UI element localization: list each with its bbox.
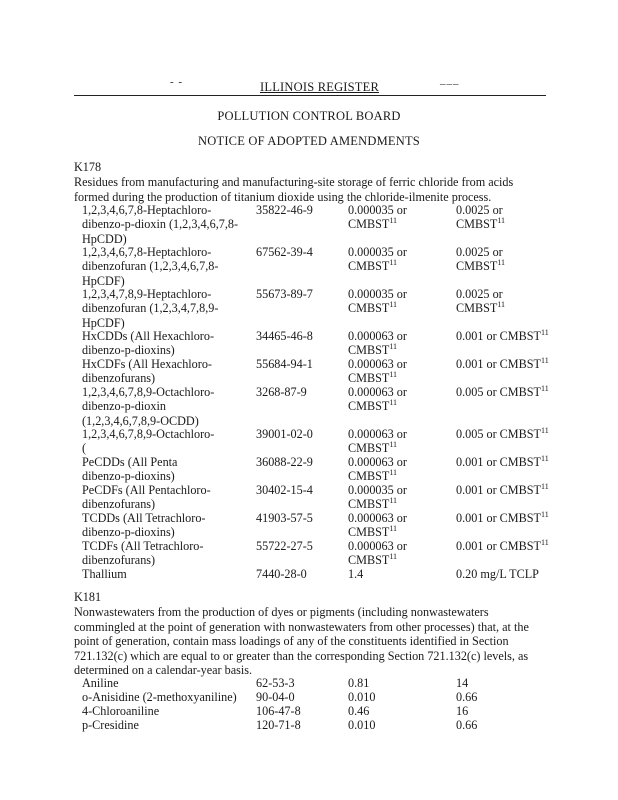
constituent-name	[82, 357, 242, 386]
cas-number: 39001-02-0	[256, 427, 313, 441]
nonwastewater-standard-line: 0.005 or CMBST$^{11}$	[456, 383, 549, 399]
notice-title: NOTICE OF ADOPTED AMENDMENTS	[198, 134, 420, 148]
footnote-ref: 11	[541, 481, 549, 491]
footnote-ref: 11	[389, 552, 398, 562]
wastewater-standard	[348, 287, 448, 316]
footnote-ref: 11	[389, 398, 398, 408]
footnote-ref: 11	[541, 383, 549, 393]
nonwastewater-standard	[456, 455, 596, 469]
footnote-ref: 11	[497, 300, 506, 310]
footnote-ref: 11	[389, 496, 398, 506]
wastewater-standard-line: CMBST$^{11}$	[348, 524, 398, 540]
footnote-ref: 11	[389, 216, 398, 226]
constituent-name	[82, 329, 242, 358]
constituent-name-line: dibenzofuran (1,2,3,4,6,7,8-	[82, 259, 219, 274]
footnote-ref: 11	[541, 425, 549, 435]
nonwastewater-standard-line: 0.001 or CMBST$^{11}$	[456, 481, 549, 497]
nonwastewater-standard-line: CMBST$^{11}$	[456, 300, 506, 316]
wastewater-standard: 0.46	[348, 704, 370, 718]
cas-number: 67562-39-4	[256, 245, 313, 259]
cas-number: 3268-87-9	[256, 385, 307, 399]
nonwastewater-standard: 16	[456, 704, 469, 718]
wastewater-standard: 0.010	[348, 690, 376, 704]
constituent-name-line: 1,2,3,4,6,7,8,9-Octachloro-	[82, 385, 215, 399]
nonwastewater-standard-line: CMBST$^{11}$	[456, 216, 506, 232]
wastewater-standard-line: CMBST$^{11}$	[348, 342, 398, 358]
footnote-ref: 11	[541, 355, 549, 365]
wastewater-standard	[348, 245, 448, 274]
constituent-name-line: dibenzo-p-dioxins)	[82, 469, 175, 484]
register-header	[74, 74, 546, 94]
wastewater-standard-line: CMBST$^{11}$	[348, 300, 398, 316]
wastewater-standard	[348, 385, 448, 414]
constituent-name	[82, 511, 242, 540]
constituent-name-line: 1,2,3,4,6,7,8,9-Octachloro-	[82, 427, 215, 441]
constituent-name	[82, 567, 242, 581]
nonwastewater-standard-line: 0.001 or CMBST$^{11}$	[456, 453, 549, 469]
footnote-ref: 11	[541, 509, 549, 519]
wastewater-standard-line: 0.000063 or	[348, 385, 407, 399]
constituent-name-line: HpCDD)	[82, 231, 127, 246]
wastewater-standard-line: 0.000063 or	[348, 539, 407, 553]
constituent-name	[82, 483, 242, 512]
constituent-name	[82, 427, 242, 456]
constituent-name-line: dibenzo-p-dioxins)	[82, 343, 175, 358]
constituent-name-line: dibenzo-p-dioxin (1,2,3,4,6,7,8-	[82, 217, 239, 232]
constituent-name	[82, 385, 242, 428]
nonwastewater-standard: 0.66	[456, 690, 478, 704]
constituent-name-line: dibenzofurans)	[82, 497, 156, 512]
header-left-mark: - -	[170, 76, 184, 88]
cas-number: 90-04-0	[256, 690, 295, 704]
constituent-name-line: dibenzofuran (1,2,3,4,7,8,9-	[82, 301, 219, 316]
constituent-name	[82, 539, 242, 568]
constituent-name	[82, 287, 242, 330]
nonwastewater-standard-line: 0.0025 or	[456, 203, 503, 217]
constituent-name-line: dibenzo-p-dioxin	[82, 399, 166, 414]
wastewater-standard-line: CMBST$^{11}$	[348, 370, 398, 386]
wastewater-standard	[348, 567, 448, 581]
constituent-name-line: 1,2,3,4,7,8,9-Heptachloro-	[82, 287, 212, 301]
wastewater-standard-line: 0.000063 or	[348, 511, 407, 525]
constituent-name-line: TCDDs (All Tetrachloro-	[82, 511, 206, 525]
wastewater-standard-line: 0.000035 or	[348, 245, 407, 259]
nonwastewater-standard-line: CMBST$^{11}$	[456, 258, 506, 274]
wastewater-standard-line: CMBST$^{11}$	[348, 258, 398, 274]
wastewater-standard-line: 1.4	[348, 567, 364, 581]
board-title: POLLUTION CONTROL BOARD	[217, 109, 401, 123]
header-rule	[74, 95, 546, 96]
wastewater-standard-line: 0.000035 or	[348, 483, 407, 497]
wastewater-standard-line: CMBST$^{11}$	[348, 552, 398, 568]
nonwastewater-standard-line: 0.0025 or	[456, 287, 503, 301]
nonwastewater-standard-line: 0.001 or CMBST$^{11}$	[456, 327, 549, 343]
nonwastewater-standard	[456, 287, 596, 316]
footnote-ref: 11	[389, 342, 398, 352]
wastewater-standard-line: CMBST$^{11}$	[348, 496, 398, 512]
wastewater-standard-line: CMBST$^{11}$	[348, 440, 398, 456]
constituent-name: 4-Chloroaniline	[82, 704, 160, 718]
wastewater-standard-line: 0.000063 or	[348, 427, 407, 441]
wastewater-standard	[348, 357, 448, 386]
header-right-mark: ___	[440, 74, 460, 86]
wastewater-standard	[348, 203, 448, 232]
wastewater-standard-line: CMBST$^{11}$	[348, 398, 398, 414]
nonwastewater-standard: 0.66	[456, 718, 478, 732]
nonwastewater-standard	[456, 245, 596, 274]
wastewater-standard	[348, 455, 448, 484]
cas-number: 35822-46-9	[256, 203, 313, 217]
k178-label: K178	[74, 160, 102, 174]
cas-number: 7440-28-0	[256, 567, 307, 581]
constituent-name-line: dibenzofurans)	[82, 371, 156, 386]
cas-number: 55722-27-5	[256, 539, 313, 553]
constituent-name-line: PeCDDs (All Penta	[82, 455, 178, 469]
wastewater-standard	[348, 329, 448, 358]
constituent-name: Aniline	[82, 676, 119, 690]
footnote-ref: 11	[389, 468, 398, 478]
footnote-ref: 11	[497, 216, 506, 226]
footnote-ref: 11	[389, 440, 398, 450]
footnote-ref: 11	[497, 258, 506, 268]
constituent-name: p-Cresidine	[82, 718, 139, 732]
constituent-name-line: dibenzofurans)	[82, 553, 156, 568]
wastewater-standard-line: 0.000063 or	[348, 455, 407, 469]
cas-number: 62-53-3	[256, 676, 295, 690]
cas-number: 36088-22-9	[256, 455, 313, 469]
constituent-name-line: (1,2,3,4,6,7,8,9-OCDD)	[82, 413, 199, 428]
nonwastewater-standard: 14	[456, 676, 469, 690]
cas-number: 55673-89-7	[256, 287, 313, 301]
footnote-ref: 11	[389, 258, 398, 268]
wastewater-standard-line: 0.000063 or	[348, 357, 407, 371]
constituent-name-line: HxCDDs (All Hexachloro-	[82, 329, 215, 343]
constituent-name-line: PeCDFs (All Pentachloro-	[82, 483, 211, 497]
nonwastewater-standard	[456, 427, 596, 441]
constituent-name	[82, 455, 242, 484]
constituent-name-line: HxCDFs (All Hexachloro-	[82, 357, 212, 371]
wastewater-standard-line: CMBST$^{11}$	[348, 468, 398, 484]
constituent-name-line: HpCDF)	[82, 315, 125, 330]
constituent-name-line: TCDFs (All Tetrachloro-	[82, 539, 204, 553]
nonwastewater-standard-line: 0.005 or CMBST$^{11}$	[456, 425, 549, 441]
nonwastewater-standard	[456, 511, 596, 525]
nonwastewater-standard	[456, 483, 596, 497]
cas-number: 55684-94-1	[256, 357, 313, 371]
k181-description: Nonwastewaters from the production of dyes or pigments (including nonwastewaters commingled at the point of generation with nonwastewaters from other processes) that, at the point of generation, contain mass loadings of any of the constituents identified in Section 721.132(c) which are equal to or greater than the corresponding Section 721.132(c) levels, as determined on a calendar-year basis.	[74, 605, 529, 678]
nonwastewater-standard	[456, 203, 596, 232]
wastewater-standard	[348, 427, 448, 456]
cas-number: 41903-57-5	[256, 511, 313, 525]
nonwastewater-standard	[456, 329, 596, 343]
cas-number: 120-71-8	[256, 718, 301, 732]
nonwastewater-standard-line: 0.001 or CMBST$^{11}$	[456, 537, 549, 553]
k181-label: K181	[74, 590, 102, 604]
cas-number: 34465-46-8	[256, 329, 313, 343]
constituent-name-line: dibenzo-p-dioxins)	[82, 525, 175, 540]
wastewater-standard	[348, 483, 448, 512]
wastewater-standard	[348, 539, 448, 568]
nonwastewater-standard	[456, 385, 596, 399]
footnote-ref: 11	[389, 370, 398, 380]
constituent-name-line: Thallium	[82, 567, 127, 581]
nonwastewater-standard	[456, 567, 596, 581]
constituent-name-line: 1,2,3,4,6,7,8-Heptachloro-	[82, 245, 212, 259]
wastewater-standard-line: 0.000035 or	[348, 287, 407, 301]
footnote-ref: 11	[541, 453, 549, 463]
nonwastewater-standard	[456, 357, 596, 371]
wastewater-standard	[348, 511, 448, 540]
wastewater-standard-line: 0.000035 or	[348, 203, 407, 217]
register-title: ILLINOIS REGISTER	[260, 80, 380, 94]
nonwastewater-standard-line: 0.001 or CMBST$^{11}$	[456, 355, 549, 371]
nonwastewater-standard-line: 0.20 mg/L TCLP	[456, 567, 539, 581]
constituent-name-line: (	[82, 441, 87, 456]
nonwastewater-standard-line: 0.001 or CMBST$^{11}$	[456, 509, 549, 525]
wastewater-standard: 0.010	[348, 718, 376, 732]
constituent-name	[82, 203, 242, 246]
constituent-name-line: 1,2,3,4,6,7,8-Heptachloro-	[82, 203, 212, 217]
wastewater-standard-line: CMBST$^{11}$	[348, 216, 398, 232]
footnote-ref: 11	[389, 300, 398, 310]
footnote-ref: 11	[541, 537, 549, 547]
footnote-ref: 11	[541, 327, 549, 337]
nonwastewater-standard	[456, 539, 596, 553]
footnote-ref: 11	[389, 524, 398, 534]
cas-number: 30402-15-4	[256, 483, 313, 497]
constituent-name-line: HpCDF)	[82, 273, 125, 288]
k178-description: Residues from manufacturing and manufacturing-site storage of ferric chloride from acids formed during the production of titanium dioxide using the chloride-ilmenite process.	[74, 175, 514, 204]
constituent-name	[82, 245, 242, 288]
nonwastewater-standard-line: 0.0025 or	[456, 245, 503, 259]
wastewater-standard-line: 0.000063 or	[348, 329, 407, 343]
cas-number: 106-47-8	[256, 704, 301, 718]
constituent-name: o-Anisidine (2-methoxyaniline)	[82, 690, 237, 704]
wastewater-standard: 0.81	[348, 676, 370, 690]
